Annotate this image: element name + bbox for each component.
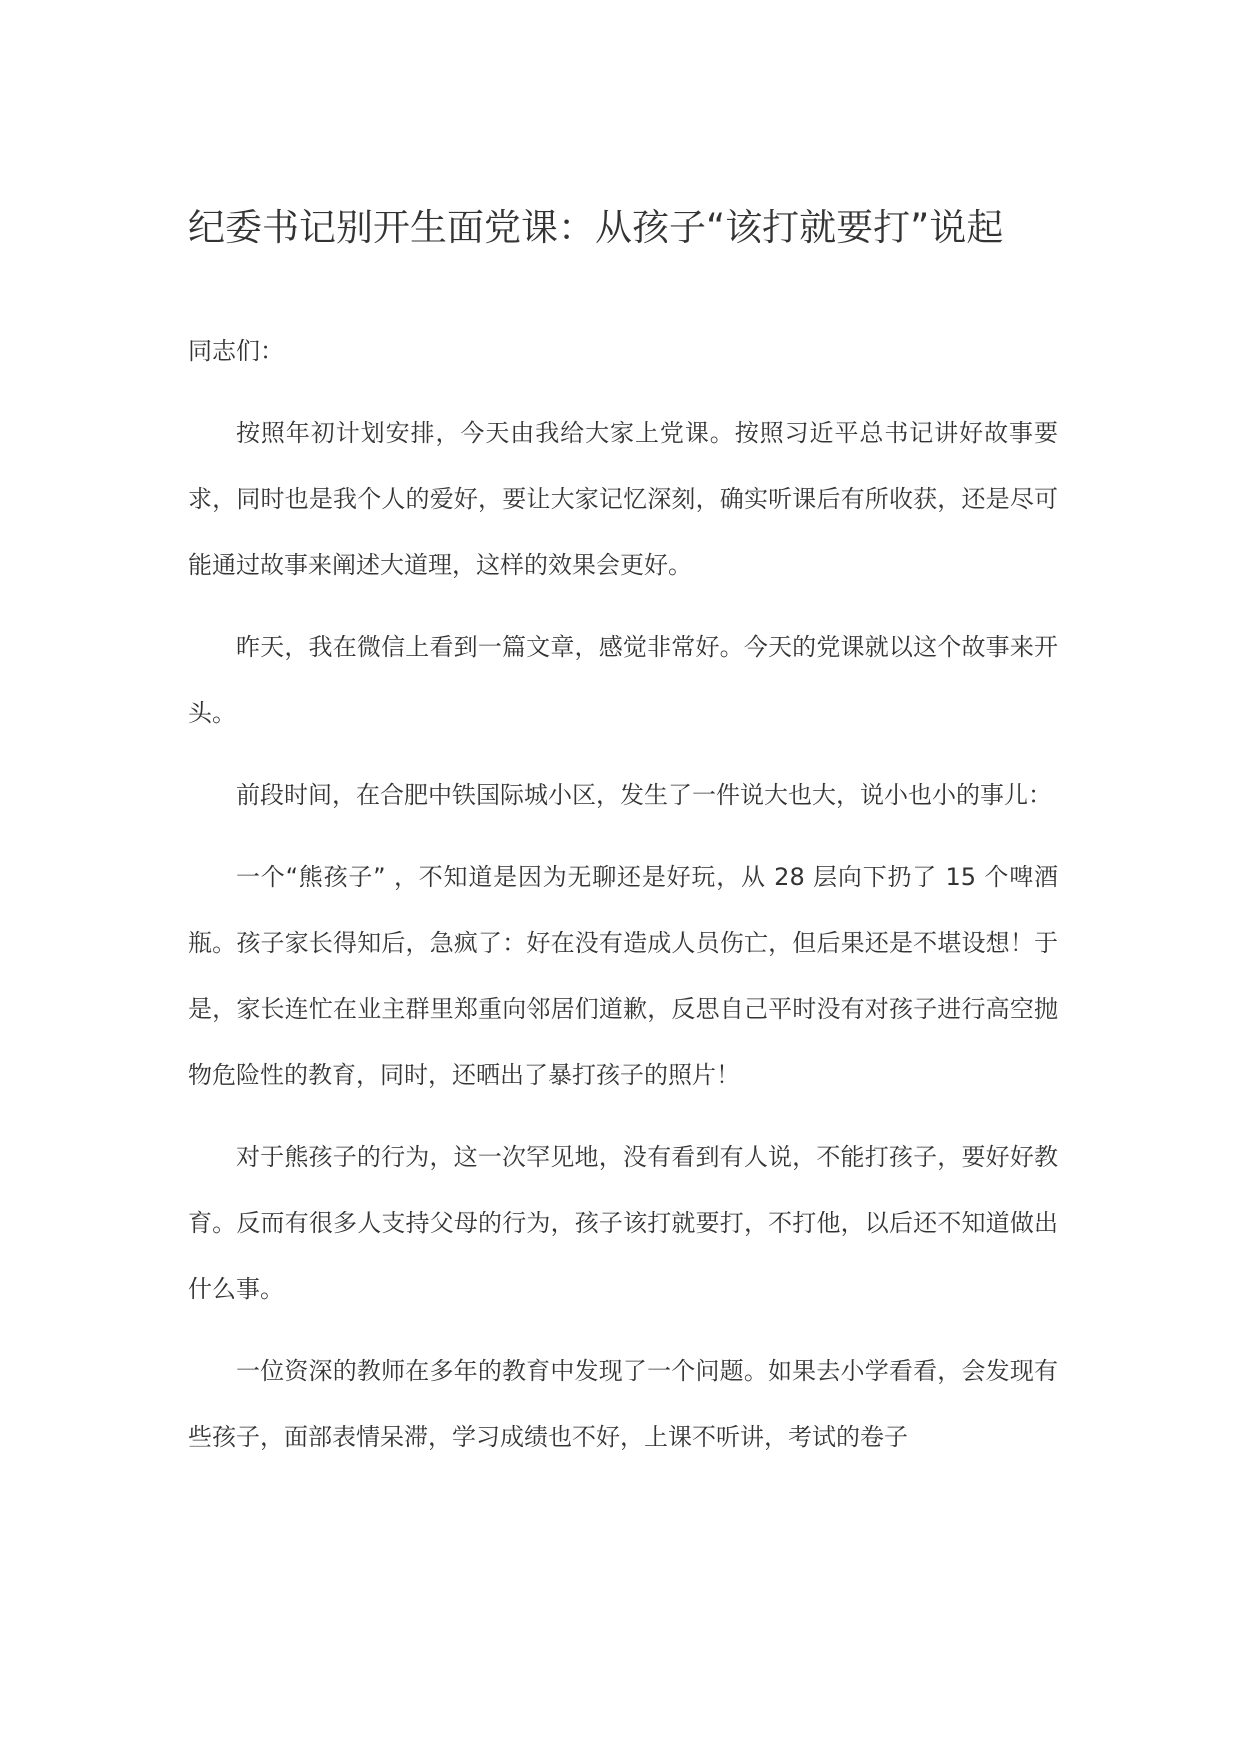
paragraph-1: 按照年初计划安排，今天由我给大家上党课。按照习近平总书记讲好故事要求，同时也是我个人的爱好，要让大家记忆深刻，确实听课后有所收获，还是尽可能通过故事来阐述大道理，这样的效果会更好。	[188, 419, 1058, 579]
document-title: 纪委书记别开生面党课：从孩子“该打就要打”说起	[188, 206, 1004, 249]
salutation: 同志们：	[188, 337, 284, 365]
paragraph-5: 对于熊孩子的行为，这一次罕见地，没有看到有人说，不能打孩子，要好好教育。反而有很多人支持父母的行为，孩子该打就要打，不打他，以后还不知道做出什么事。	[188, 1143, 1058, 1303]
document-body	[188, 198, 1058, 1470]
paragraph-3: 前段时间，在合肥中铁国际城小区，发生了一件说大也大，说小也小的事儿：	[236, 781, 1052, 809]
paragraph-2: 昨天，我在微信上看到一篇文章，感觉非常好。今天的党课就以这个故事来开头。	[188, 633, 1058, 727]
paragraph-4: 一个“熊孩子” ，不知道是因为无聊还是好玩，从 28 层向下扔了 15 个啤酒瓶。孩子家长得知后，急疯了：好在没有造成人员伤亡，但后果还是不堪设想！于是，家长连忙在业主群里郑重向邻居们道歉，反思自己平时没有对孩子进行高空抛物危险性的教育，同时，还晒出了暴打孩子的照片！	[188, 863, 1058, 1089]
paragraph-6: 一位资深的教师在多年的教育中发现了一个问题。如果去小学看看，会发现有些孩子，面部表情呆滞，学习成绩也不好，上课不听讲，考试的卷子	[188, 1357, 1058, 1451]
